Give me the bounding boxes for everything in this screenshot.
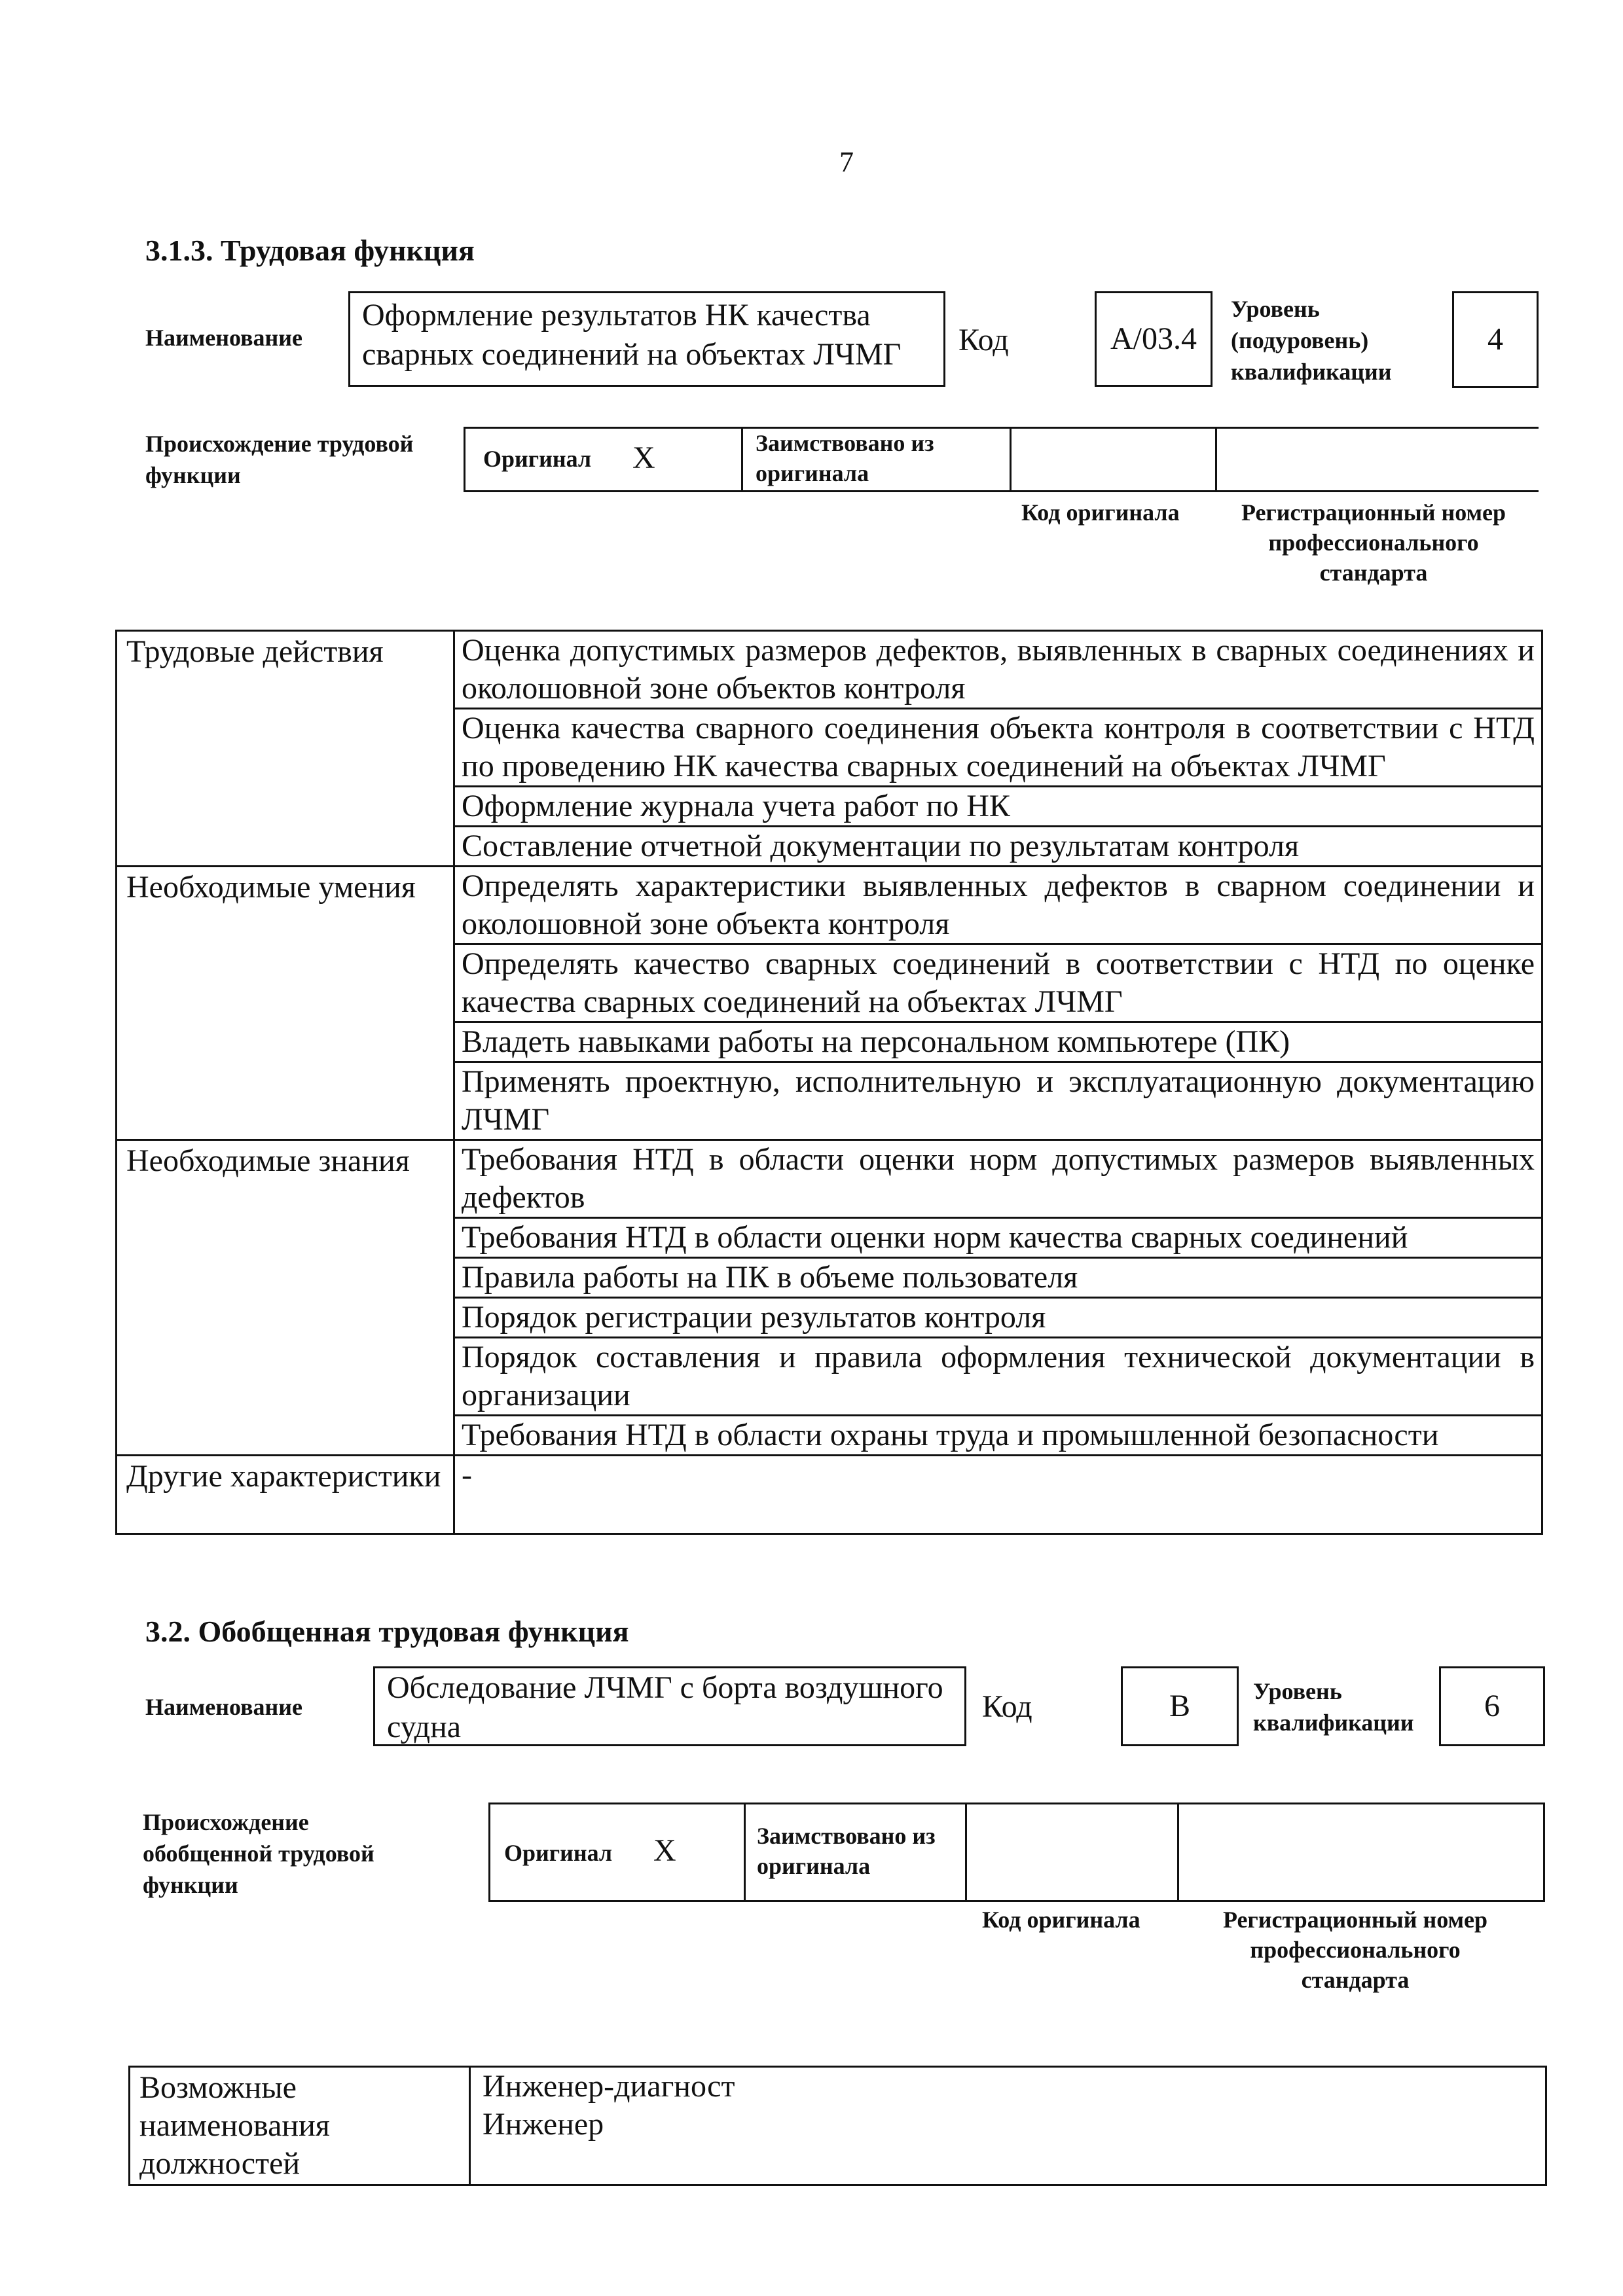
list-item: Правила работы на ПК в объеме пользователя xyxy=(454,1258,1542,1298)
name-value-box xyxy=(373,1666,966,1746)
code-value-box xyxy=(1095,291,1213,387)
labor-actions-label: Трудовые действия xyxy=(117,631,454,867)
original-label: Оригинал xyxy=(483,446,592,472)
table-row xyxy=(117,631,1542,709)
level-value: 6 xyxy=(1484,1689,1500,1723)
table-row xyxy=(130,2067,1546,2185)
borrowed-label: Заимствовано из оригинала xyxy=(756,430,934,486)
positions-label: Возможные наименования должностей xyxy=(130,2067,470,2185)
page-number: 7 xyxy=(839,146,854,178)
code-label: Код xyxy=(982,1689,1032,1724)
table-row xyxy=(117,867,1542,944)
name-value-box xyxy=(348,291,945,387)
section-heading: 3.2. Обобщенная трудовая функция xyxy=(145,1615,629,1648)
list-item: Определять характеристики выявленных дефектов в сварном соединении и околошовной зоне объекта контроля xyxy=(454,867,1542,944)
borrowed-label: Заимствовано из оригинала xyxy=(757,1823,936,1879)
origin-label: Происхождение обобщенной трудовой функции xyxy=(143,1809,374,1898)
list-item: Оценка качества сварного соединения объекта контроля в соответствии с НТД по проведению НК качества сварных соединений на объектах ЛЧМГ xyxy=(454,709,1542,787)
original-label: Оригинал xyxy=(504,1840,613,1866)
list-item: Требования НТД в области охраны труда и промышленной безопасности xyxy=(454,1416,1542,1456)
list-item: Составление отчетной документации по результатам контроля xyxy=(454,827,1542,867)
original-mark: X xyxy=(632,440,655,475)
section-heading: 3.1.3. Трудовая функция xyxy=(145,234,475,267)
positions-cell xyxy=(470,2067,1546,2185)
skills-label: Необходимые умения xyxy=(117,867,454,1140)
list-item: Инженер xyxy=(483,2107,604,2142)
level-value-box xyxy=(1452,291,1539,388)
level-label: Уровень квалификации xyxy=(1253,1678,1414,1736)
name-label: Наименование xyxy=(145,325,302,351)
code-label: Код xyxy=(958,323,1009,357)
divider xyxy=(744,1803,746,1902)
divider xyxy=(1177,1803,1179,1902)
table-row xyxy=(117,1140,1542,1218)
list-item: Применять проектную, исполнительную и эксплуатационную документацию ЛЧМГ xyxy=(454,1062,1542,1140)
level-value-box xyxy=(1439,1666,1545,1746)
origin-row xyxy=(464,427,1539,492)
origin-code-caption: Код оригинала xyxy=(1021,499,1180,526)
name-value: Обследование ЛЧМГ с борта воздушного судна xyxy=(387,1670,943,1744)
list-item: Требования НТД в области оценки норм допустимых размеров выявленных дефектов xyxy=(454,1140,1542,1218)
other-label: Другие характеристики xyxy=(117,1456,454,1534)
code-value: A/03.4 xyxy=(1110,321,1197,356)
reg-number-caption: Регистрационный номер профессионального стандарта xyxy=(1222,1907,1488,1993)
name-label: Наименование xyxy=(145,1694,302,1720)
table-row xyxy=(117,1456,1542,1534)
code-value: B xyxy=(1169,1689,1190,1723)
list-item: Определять качество сварных соединений в соответствии с НТД по оценке качества сварных соединений на объектах ЛЧМГ xyxy=(454,944,1542,1022)
level-value: 4 xyxy=(1487,322,1503,357)
list-item: Владеть навыками работы на персональном компьютере (ПК) xyxy=(454,1022,1542,1062)
divider xyxy=(1010,427,1012,492)
list-item: Требования НТД в области оценки норм качества сварных соединений xyxy=(454,1218,1542,1258)
origin-code-caption: Код оригинала xyxy=(982,1907,1140,1933)
divider xyxy=(1215,427,1217,492)
original-mark: X xyxy=(653,1833,676,1868)
reg-number-caption: Регистрационный номер профессионального стандарта xyxy=(1241,499,1506,586)
code-value-box xyxy=(1121,1666,1239,1746)
divider xyxy=(965,1803,967,1902)
positions-table xyxy=(128,2066,1547,2186)
other-value: - xyxy=(454,1456,1542,1534)
divider xyxy=(741,427,743,492)
level-label: Уровень (подуровень) квалификации xyxy=(1231,296,1392,385)
list-item: Порядок составления и правила оформления технической документации в организации xyxy=(454,1338,1542,1416)
labor-function-table xyxy=(115,630,1543,1535)
knowledge-label: Необходимые знания xyxy=(117,1140,454,1456)
origin-label: Происхождение трудовой функции xyxy=(145,431,414,488)
list-item: Оценка допустимых размеров дефектов, выявленных в сварных соединениях и околошовной зоне объектов контроля xyxy=(454,631,1542,709)
name-value: Оформление результатов НК качества сварных соединений на объектах ЛЧМГ xyxy=(362,298,902,372)
origin-row xyxy=(488,1803,1545,1902)
list-item: Инженер-диагност xyxy=(483,2069,735,2104)
list-item: Порядок регистрации результатов контроля xyxy=(454,1298,1542,1338)
list-item: Оформление журнала учета работ по НК xyxy=(454,787,1542,827)
